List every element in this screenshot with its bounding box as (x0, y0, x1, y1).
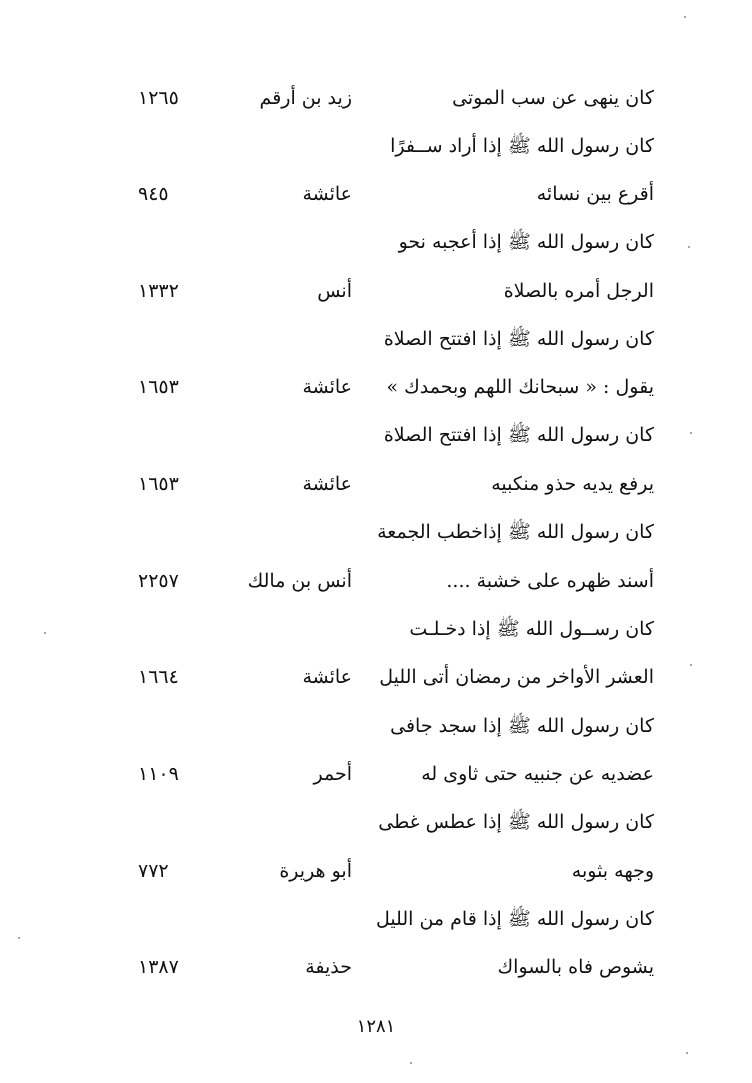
narrator-name: عائشة (302, 376, 352, 398)
scan-speck (44, 632, 46, 634)
index-row (0, 561, 752, 601)
hadith-text: كان رسول الله ﷺ إذا عطس غطى (378, 811, 654, 833)
hadith-text: كان رسول الله ﷺ إذا قام من الليل (375, 908, 654, 930)
hadith-number: ١٦٥٣ (138, 376, 179, 398)
scan-speck (686, 1052, 688, 1054)
narrator-name: عائشة (302, 666, 352, 688)
narrator-name: أحمر (313, 763, 352, 785)
hadith-text: أسند ظهره على خشبة .... (446, 570, 654, 592)
hadith-number: ١٦٦٤ (138, 666, 179, 688)
hadith-text: كان رســول الله ﷺ إذا دخـلـت (409, 618, 654, 640)
page-number: ١٢٨١ (356, 1016, 396, 1037)
scan-speck (684, 16, 686, 18)
scan-speck (690, 664, 692, 666)
index-row (0, 78, 752, 118)
narrator-name: زيد بن أرقم (259, 87, 352, 109)
hadith-number: ٢٢٥٧ (138, 570, 179, 592)
narrator-name: أنس (317, 280, 352, 302)
index-row (0, 319, 752, 359)
hadith-number: ١١٠٩ (138, 763, 179, 785)
hadith-text: وجهه بثوبه (571, 860, 654, 882)
index-row (0, 512, 752, 552)
hadith-text: الرجل أمره بالصلاة (503, 280, 654, 302)
scan-speck (410, 1062, 412, 1064)
index-row (0, 947, 752, 987)
hadith-text: كان رسول الله ﷺ إذا سجد جافى (390, 715, 654, 737)
hadith-text: كان رسول الله ﷺ إذاخطب الجمعة (377, 521, 654, 543)
narrator-name: عائشة (302, 473, 352, 495)
hadith-text: كان ينهى عن سب الموتى (452, 87, 654, 109)
hadith-text: العشر الأواخر من رمضان أتى الليل (379, 666, 654, 688)
hadith-number: ١٢٦٥ (138, 87, 179, 109)
index-row (0, 464, 752, 504)
hadith-text: كان رسول الله ﷺ إذا أعجبه نحو (398, 231, 654, 253)
hadith-number: ٧٧٢ (138, 860, 169, 882)
hadith-text: عضديه عن جنبيه حتى ثاوى له (421, 763, 654, 785)
scan-speck (690, 432, 692, 434)
index-row (0, 415, 752, 455)
narrator-name: حذيفة (305, 956, 352, 978)
narrator-name: أنس بن مالك (247, 570, 352, 592)
narrator-name: عائشة (302, 183, 352, 205)
index-row (0, 222, 752, 262)
index-row (0, 754, 752, 794)
hadith-text: كان رسول الله ﷺ إذا افتتح الصلاة (383, 328, 654, 350)
index-row (0, 367, 752, 407)
scan-speck (18, 937, 20, 939)
scan-speck (688, 246, 690, 248)
index-row (0, 271, 752, 311)
narrator-name: أبو هريرة (279, 860, 352, 882)
index-row (0, 706, 752, 746)
hadith-number: ١٣٣٢ (138, 280, 179, 302)
index-row (0, 851, 752, 891)
hadith-text: كان رسول الله ﷺ إذا أراد ســفرًا (390, 135, 654, 157)
hadith-number: ١٦٥٣ (138, 473, 179, 495)
index-row (0, 657, 752, 697)
index-row (0, 174, 752, 214)
hadith-number: ١٣٨٧ (138, 956, 179, 978)
hadith-text: يرفع يديه حذو منكبيه (491, 473, 654, 495)
hadith-text: كان رسول الله ﷺ إذا افتتح الصلاة (383, 424, 654, 446)
index-row (0, 126, 752, 166)
hadith-text: أقرع بين نسائه (536, 183, 654, 205)
hadith-text: يقول : « سبحانك اللهم وبحمدك » (386, 376, 654, 398)
index-row (0, 609, 752, 649)
index-row (0, 802, 752, 842)
hadith-text: يشوص فاه بالسواك (497, 956, 654, 978)
index-row (0, 899, 752, 939)
hadith-number: ٩٤٥ (138, 183, 169, 205)
